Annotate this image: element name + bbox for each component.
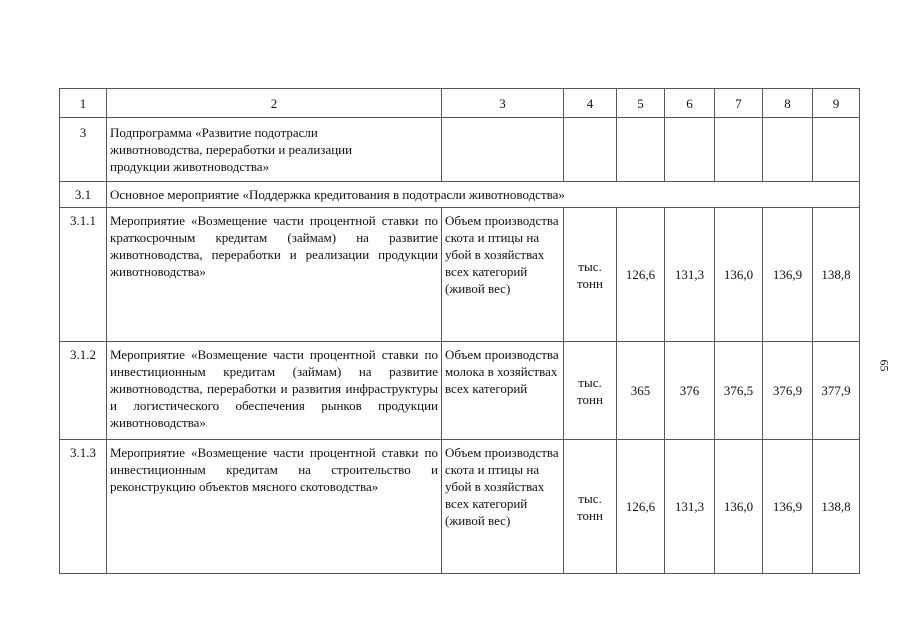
row-unit: тыс. тонн <box>564 440 617 574</box>
header-cell: 9 <box>813 89 860 118</box>
value-year-5: 126,6 <box>617 440 665 574</box>
row-indicator: Объем производства молока в хозяйствах всех категорий <box>442 342 564 440</box>
value-year-7: 376,5 <box>715 342 763 440</box>
row-number: 3.1.1 <box>60 208 107 342</box>
value-year-8: 136,9 <box>763 208 813 342</box>
indicators-table <box>59 88 860 574</box>
row-number: 3.1.3 <box>60 440 107 574</box>
value-year-9: 377,9 <box>813 342 860 440</box>
value-year-6: 131,3 <box>665 208 715 342</box>
value-year-8: 376,9 <box>763 342 813 440</box>
value-year-7: 136,0 <box>715 440 763 574</box>
main-event-number: 3.1 <box>60 182 107 208</box>
main-event-row <box>60 182 860 208</box>
empty-cell <box>813 118 860 182</box>
header-cell: 5 <box>617 89 665 118</box>
value-year-9: 138,8 <box>813 208 860 342</box>
header-cell: 4 <box>564 89 617 118</box>
table-row <box>60 440 860 574</box>
section-title: Подпрограмма «Развитие подотрасли животноводства, переработки и реализации продукции животноводства» <box>107 118 442 182</box>
section-row <box>60 118 860 182</box>
empty-cell <box>715 118 763 182</box>
header-cell: 3 <box>442 89 564 118</box>
header-cell: 7 <box>715 89 763 118</box>
value-year-5: 365 <box>617 342 665 440</box>
row-number: 3.1.2 <box>60 342 107 440</box>
value-year-7: 136,0 <box>715 208 763 342</box>
header-cell: 8 <box>763 89 813 118</box>
row-indicator: Объем производства скота и птицы на убой в хозяйствах всех категорий (живой вес) <box>442 208 564 342</box>
row-description: Мероприятие «Возмещение части процентной ставки по инвестиционным кредитам на строительство и реконструкцию объектов мясного скотоводства» <box>107 440 442 574</box>
empty-cell <box>763 118 813 182</box>
main-event-title: Основное мероприятие «Поддержка кредитования в подотрасли животноводства» <box>107 182 860 208</box>
header-cell: 2 <box>107 89 442 118</box>
value-year-9: 138,8 <box>813 440 860 574</box>
row-description: Мероприятие «Возмещение части процентной ставки по инвестиционным кредитам (займам) на развитие животноводства, переработки и развития инфраструктуры и логистического обеспечения рынков продукции животноводства» <box>107 342 442 440</box>
section-number: 3 <box>60 118 107 182</box>
table-row <box>60 342 860 440</box>
header-cell: 1 <box>60 89 107 118</box>
value-year-8: 136,9 <box>763 440 813 574</box>
page-number: 65 <box>877 359 892 372</box>
value-year-6: 131,3 <box>665 440 715 574</box>
empty-cell <box>665 118 715 182</box>
row-description: Мероприятие «Возмещение части процентной ставки по краткосрочным кредитам (займам) на развитие животноводства, переработки и реализации продукции животноводства» <box>107 208 442 342</box>
empty-cell <box>442 118 564 182</box>
table-row <box>60 208 860 342</box>
value-year-6: 376 <box>665 342 715 440</box>
value-year-5: 126,6 <box>617 208 665 342</box>
empty-cell <box>564 118 617 182</box>
row-indicator: Объем производства скота и птицы на убой в хозяйствах всех категорий (живой вес) <box>442 440 564 574</box>
header-cell: 6 <box>665 89 715 118</box>
row-unit: тыс. тонн <box>564 342 617 440</box>
row-unit: тыс. тонн <box>564 208 617 342</box>
empty-cell <box>617 118 665 182</box>
header-row <box>60 89 860 118</box>
